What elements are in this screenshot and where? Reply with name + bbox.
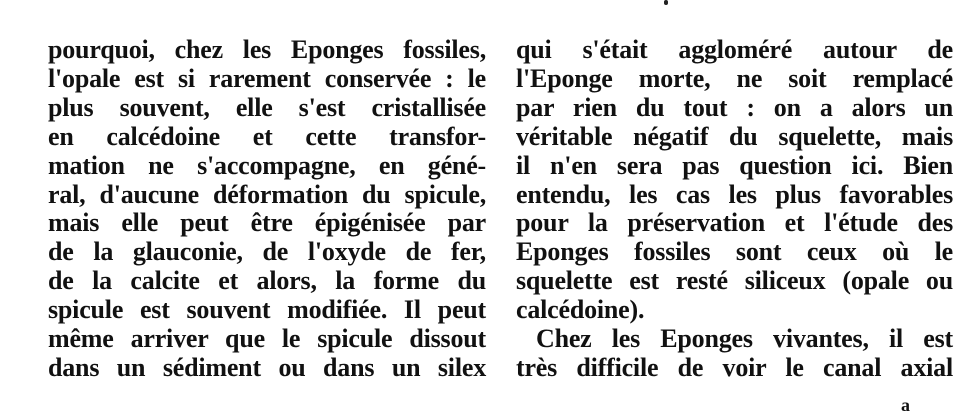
text-line: mais elle peut être épigénisée par (48, 208, 486, 238)
right-column (516, 36, 953, 383)
text-line: Eponges fossiles sont ceux où le (516, 237, 953, 267)
text-line: plus souvent, elle s'est cristallisée (48, 92, 486, 122)
text-line: calcédoine). (516, 295, 645, 325)
paragraph-first-line: Chez les Eponges vivantes, il est (536, 324, 953, 354)
text-line: pourquoi, chez les Eponges fossiles, (48, 35, 486, 64)
text-line: ral, d'aucune déformation du spicule, (48, 179, 486, 209)
text-line: entendu, les cas les plus favorables (516, 179, 953, 209)
text-line: de la glauconie, de l'oxyde de fer, (48, 237, 486, 267)
text-line: spicule est souvent modifiée. Il peut (48, 295, 486, 325)
text-line: mation ne s'accompagne, en géné- (48, 150, 486, 180)
page-signature-mark: a (901, 395, 910, 415)
text-line: l'opale est si rarement conservée : le (48, 63, 486, 93)
text-line: très difficile de voir le canal axial (516, 352, 953, 382)
text-line: qui s'était aggloméré autour de (516, 35, 953, 64)
text-line: même arriver que le spicule dissout (48, 324, 486, 354)
text-line: pour la préservation et l'étude des (516, 208, 953, 238)
text-line: squelette est resté siliceux (opale ou (516, 266, 953, 296)
text-line: véritable négatif du squelette, mais (516, 121, 953, 151)
text-line: il n'en sera pas question ici. Bien (516, 150, 953, 180)
ink-dot (664, 0, 668, 5)
text-line: dans un sédiment ou dans un silex (48, 352, 486, 382)
text-line: l'Eponge morte, ne soit remplacé (516, 63, 953, 93)
text-line: en calcédoine et cette transfor- (48, 121, 486, 151)
left-column (48, 36, 486, 383)
text-line: par rien du tout : on a alors un (516, 92, 953, 122)
text-line: de la calcite et alors, la forme du (48, 266, 486, 296)
